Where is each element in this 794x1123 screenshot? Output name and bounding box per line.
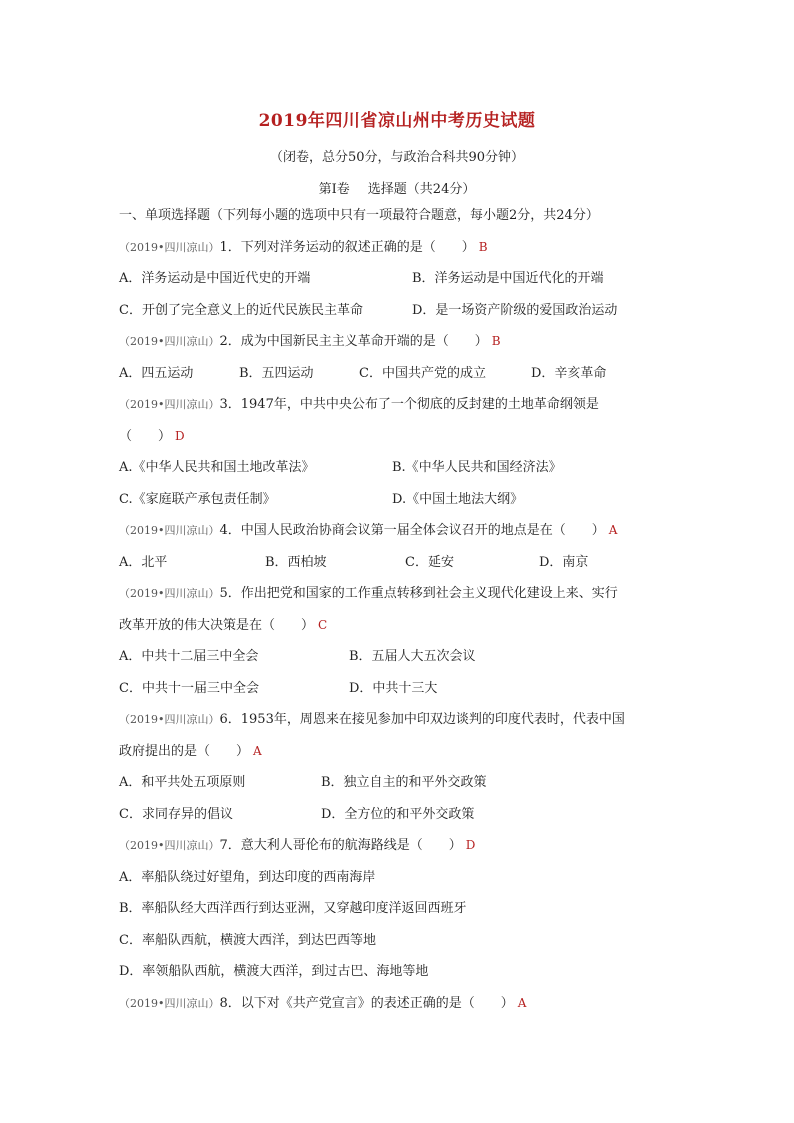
answer-key: A [253,743,262,758]
question-source: （2019•四川凉山） [119,713,220,726]
options-row [119,358,679,390]
question-source: （2019•四川凉山） [119,587,220,600]
question-7 [119,830,679,862]
option-c: C．延安 [405,554,454,570]
option-d: D．率领船队西航，横渡大西洋，到过古巴、海地等地 [119,964,429,979]
question-stem: 3．1947年，中共中央公布了一个彻底的反封建的土地革命纲领是 [219,397,599,412]
question-stem: 1．下列对洋务运动的叙述正确的是（ ） [219,239,475,255]
option-b: B．率船队经大西洋西行到达亚洲，又穿越印度洋返回西班牙 [119,901,467,916]
options-row [119,673,679,705]
question-6 [119,704,679,736]
option-c: C.《家庭联产承包责任制》 [119,491,276,507]
part-desc: 选择题（共24分） [367,182,476,197]
exam-subtitle: （闭卷，总分50分，与政治合科共90分钟） [269,150,525,165]
option-d: D.《中国土地法大纲》 [392,491,524,507]
option-c: C．中共十一届三中全会 [119,680,259,696]
option-d: D．是一场资产阶级的爱国政治运动 [412,302,618,318]
question-6-cont [119,736,679,768]
option-b: B．西柏坡 [265,554,327,570]
answer-key: B [491,334,501,348]
options-row [119,767,679,799]
question-source: （2019•四川凉山） [119,996,220,1010]
answer-key: A [608,523,618,537]
answer-key: D [175,428,185,443]
option-d: D．全方位的和平外交政策 [321,806,475,822]
question-stem-cont: 改革开放的伟大决策是在（ ） [119,617,315,633]
question-3-cont [119,421,679,453]
option-b: B．洋务运动是中国近代化的开端 [412,271,604,286]
question-8 [119,988,679,1020]
question-stem: 8．以下对《共产党宣言》的表述正确的是（ ） [219,995,514,1011]
option-a: A．中共十二届三中全会 [119,649,259,664]
question-1 [119,232,679,264]
answer-key: D [465,838,476,852]
option-a: A．洋务运动是中国近代史的开端 [119,271,311,286]
question-stem-cont: （ ） [119,428,172,444]
question-source: （2019•四川凉山） [119,398,220,411]
option-b: B．独立自主的和平外交政策 [321,775,487,790]
option-a: A．率船队绕过好望角，到达印度的西南海岸 [119,869,376,885]
part-heading [0,178,794,197]
question-source: （2019•四川凉山） [119,839,220,852]
question-stem: 6．1953年，周恩来在接见参加中印双边谈判的印度代表时，代表中国 [219,712,625,727]
question-source: （2019•四川凉山） [119,240,220,254]
question-stem: 2．成为中国新民主主义革命开端的是（ ） [219,334,488,349]
options-row [119,484,679,516]
section-heading: 一、单项选择题（下列每小题的选项中只有一项最符合题意，每小题2分，共24分） [119,208,599,223]
option-d: D．南京 [539,554,589,570]
question-stem-cont: 政府提出的是（ ） [119,743,250,759]
question-source: （2019•四川凉山） [119,335,220,348]
answer-key: B [478,239,488,254]
option-d: D．中共十三大 [349,680,438,696]
option-c: C．中国共产党的成立 [359,365,486,381]
page-title: 2019年四川省凉山州中考历史试题 [258,111,536,131]
question-source: （2019•四川凉山） [119,524,220,537]
question-4 [119,515,679,547]
option-c: C．开创了完全意义上的近代民族民主革命 [119,302,363,318]
question-5 [119,578,679,610]
question-stem: 4．中国人民政治协商会议第一届全体会议召开的地点是在（ ） [219,523,605,538]
options-row [119,295,679,327]
question-5-cont [119,610,679,642]
question-2 [119,326,679,358]
question-stem: 7．意大利人哥伦布的航海路线是（ ） [219,838,462,853]
options-row [119,452,679,484]
part-name: 第Ⅰ卷 [318,182,350,197]
option-a: A.《中华人民共和国土地改革法》 [119,460,315,475]
option-a: A．四五运动 [119,365,194,381]
option-a: A．北平 [119,554,168,570]
question-stem: 5．作出把党和国家的工作重点转移到社会主义现代化建设上来、实行 [219,586,618,601]
option-b: B．五四运动 [239,365,314,381]
options-row [119,799,679,831]
option-a: A．和平共处五项原则 [119,775,246,790]
answer-key: A [517,995,527,1010]
option-b: B．五届人大五次会议 [349,649,476,664]
question-3 [119,389,679,421]
option-b: B.《中华人民共和国经济法》 [392,460,562,475]
question-body [119,200,679,1019]
options-row [119,641,679,673]
option-d: D．辛亥革命 [531,365,607,381]
answer-key: C [318,617,328,632]
option-c: C．求同存异的倡议 [119,806,233,822]
option-c: C．率船队西航，横渡大西洋，到达巴西等地 [119,932,376,948]
options-row [119,263,679,295]
options-row [119,547,679,579]
